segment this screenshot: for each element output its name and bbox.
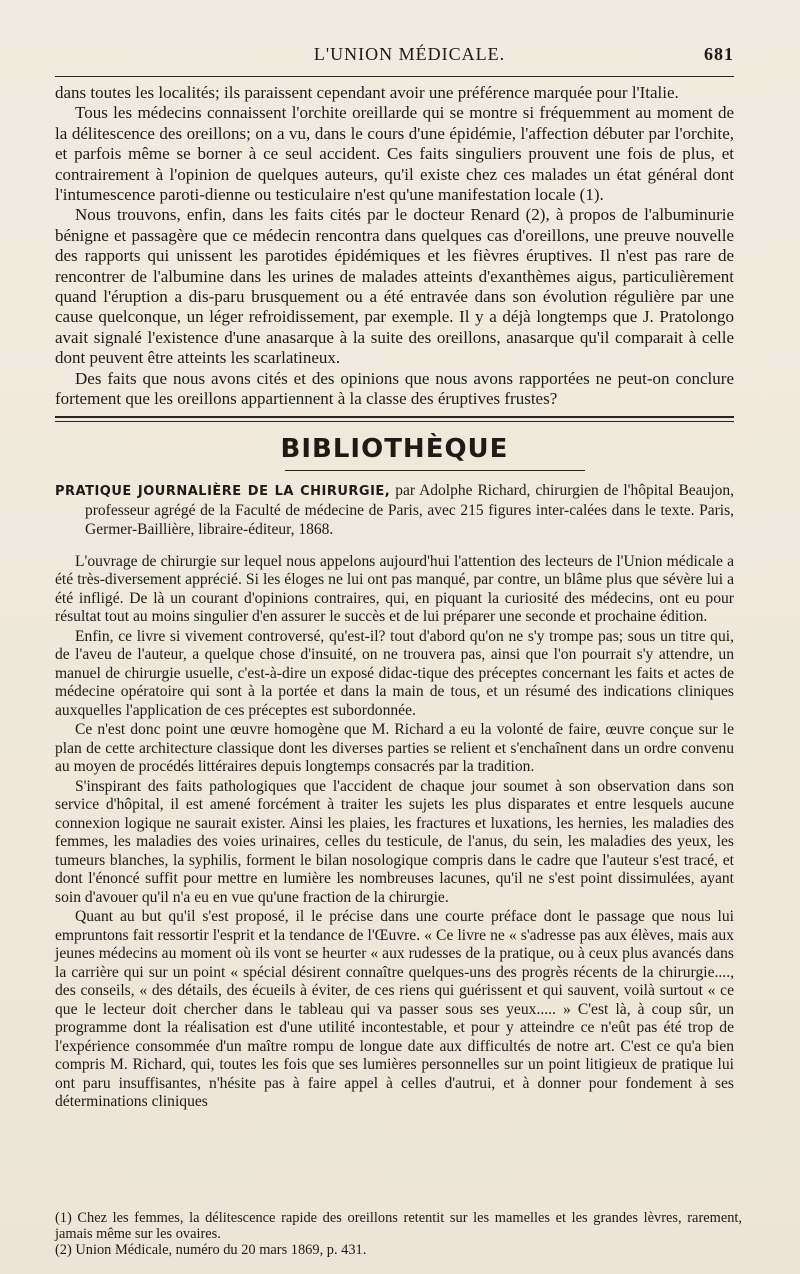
book-citation — [55, 481, 734, 539]
paragraph-2: Tous les médecins connaissent l'orchite oreillarde qui se montre si fréquemment au moment de la délitescence des oreillons; on a vu, dans le cours d'une épidémie, l'affection débuter par l'orchite, et parfois même se borner à ce seul accident. Ces faits singuliers prouvent une fois de plus, et contrairement à l'opinion de quelques auteurs, qu'il existe chez ces malades un état général dont l'intumescence paroti-dienne ou testiculaire n'est qu'une manifestation locale (1). — [55, 103, 734, 205]
book-details: par Adolphe Richard, chirurgien de l'hôpital Beaujon, professeur agrégé de la Faculté de médecine de Paris, avec 215 figures inter-calées dans le texte. Paris, Germer-Baillière, libraire-éditeur, 1868. — [85, 481, 734, 538]
footnote-2: (2) Union Médicale, numéro du 20 mars 1869, p. 431. — [55, 1242, 367, 1258]
paragraph-4: Des faits que nous avons cités et des opinions que nous avons rapportées ne peut-on conclure fortement que les oreillons appartiennent à la classe des éruptives frustes? — [55, 368, 734, 409]
review-paragraph-2: Enfin, ce livre si vivement controversé, qu'est-il? tout d'abord qu'on ne s'y trompe pas; sous un titre qui, de l'aveu de l'auteur, a quelque chose d'insuité, on ne trouvera pas, ainsi que l'on pourrait s'y attendre, un manuel de chirurgie usuelle, c'est-à-dire un exposé didac-tique des préceptes concernant les faits et actes de médecine opératoire qui sont à la portée et dans la main de tous, et un résumé des indications cliniques auxquelles l'application de ces préceptes est subordonnée. — [55, 627, 734, 719]
journal-title: L'UNION MÉDICALE. — [313, 44, 506, 64]
review-paragraph-3: Ce n'est donc point une œuvre homogène que M. Richard a eu la volonté de faire, œuvre conçue sur le plan de cette architecture classique dont les diverses parties se relient et s'enchaînent dans un ordre convenu au moyen de procédés littéraires depuis longtemps consacrés par la tradition. — [55, 721, 734, 775]
section-divider — [55, 416, 734, 422]
review-paragraph-1: L'ouvrage de chirurgie sur lequel nous appelons aujourd'hui l'attention des lecteurs de l'Union médicale a été très-diversement apprécié. Si les éloges ne lui ont pas manqué, par contre, un blâme plus que sévère lui a été infligé. De là un courant d'opinions contraires, qui, en piquant la curiosité des médecins, ont eu pour résultat tout au moins singulier d'en assurer le succès et de lui préparer une seconde et prochaine édition. — [55, 552, 734, 625]
page-number: 681 — [704, 44, 734, 64]
book-title: PRATIQUE JOURNALIÈRE DE LA CHIRURGIE, — [55, 483, 391, 499]
section-title-rule — [285, 470, 585, 471]
review-paragraph-4: S'inspirant des faits pathologiques que l'accident de chaque jour soumet à son observation dans son service d'hôpital, il est amené forcément à traiter les sujets les plus disparates et entre lesquels aucune connexion logique ne saurait exister. Ainsi les plaies, les fractures et luxations, les hernies, les maladies des femmes, les maladies des voies urinaires, celles du testicule, de l'anus, du sein, les maladies des yeux, les tumeurs blanches, la syphilis, forment le bilan nosologique compris dans le cadre que l'auteur s'est tracé, et dont l'énoncé suffit pour mettre en lumière les nombreuses lacunes, qu'il ne s'est point dissimulées, ayant soin d'avouer qu'il n'a eu en vue qu'une fraction de la chirurgie. — [55, 777, 734, 906]
footnotes — [55, 1210, 742, 1258]
footnote-1: (1) Chez les femmes, la délitescence rapide des oreillons retentit sur les mamelles et les grandes lèvres, rarement, jamais même sur les ovaires. — [55, 1210, 742, 1242]
review-paragraph-5: Quant au but qu'il s'est proposé, il le précise dans une courte préface dont le passage que nous lui empruntons fait ressortir l'esprit et la tendance de l'Œuvre. « Ce livre ne « s'adresse pas aux élèves, mais aux jeunes médecins au moment où ils vont se heurter « aux rudesses de la pratique, ou à ceux plus avancés dans la carrière qui sur un point « spécial désirent connaître quelques-uns des progrès récents de la chirurgie...., des conseils, « des détails, des écueils à éviter, de ces riens qui guérissent et qui sauvent, voilà surtout « ce que le lecteur doit chercher dans le tableau qui va passer sous ses yeux..... » C'est là, à coup sûr, un programme dont la réalisation est d'une utilité incontestable, et pour y atteindre ce n'eût pas été trop de l'expérience consommée d'un maître rompu de longue date aux difficultés de notre art. C'est ce qu'a bien compris M. Richard, qui, toutes les fois que ses lumières personnelles sur un point litigieux de pratique lui ont paru insuffisantes, n'hésite pas à faire appel à celles d'autrui, et à donner pour fondement à ses déterminations cliniques — [55, 908, 734, 1110]
paragraph-3: Nous trouvons, enfin, dans les faits cités par le docteur Renard (2), à propos de l'albuminurie bénigne et passagère que ce médecin rencontra dans quelques cas d'oreillons, une preuve nouvelle des rapports qui unissent les parotides épidémiques et les fièvres éruptives. Il n'est pas rare de rencontrer de l'albumine dans les urines de malades atteints d'exanthèmes aigus, particulièrement quand l'éruption a dis-paru brusquement ou a été entravée dans son évolution régulière par une cause quelconque, un léger refroidissement, par exemple. Il y a déjà longtemps que J. Pratolongo avait signalé l'existence d'une anasarque à la suite des oreillons, anasarque qu'il comparait à celle dont peuvent être atteints les scarlatineux. — [55, 205, 734, 368]
paragraph-1: dans toutes les localités; ils paraissent cependant avoir une préférence marquée pour l'Italie. — [55, 83, 679, 102]
running-head — [55, 44, 734, 72]
header-rule — [55, 76, 734, 77]
section-title: BIBLIOTHÈQUE — [280, 433, 509, 464]
